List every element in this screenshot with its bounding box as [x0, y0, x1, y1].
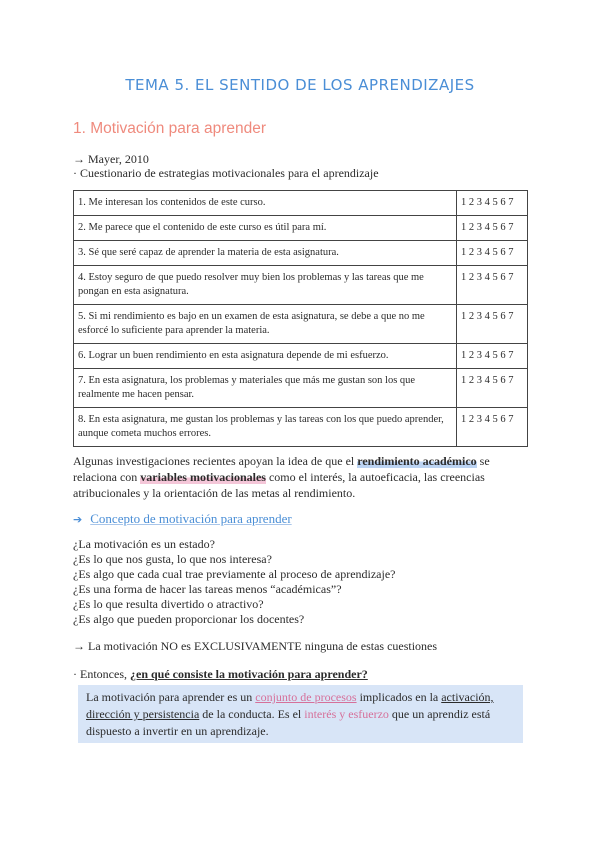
- question-item: ¿Es lo que nos gusta, lo que nos interesa?: [73, 552, 272, 566]
- definition-box: [78, 685, 523, 743]
- item-text: 8. En esta asignatura, me gustan los problemas y las tareas con los que puedo aprender, aunque cometa muchos errores.: [74, 408, 457, 447]
- page-title: TEMA 5. EL SENTIDO DE LOS APRENDIZAJES: [125, 76, 475, 94]
- question-item: ¿Es una forma de hacer las tareas menos “académicas”?: [73, 582, 342, 596]
- likert-scale: 1 2 3 4 5 6 7: [457, 408, 528, 447]
- table-row: [74, 305, 528, 344]
- table-row: [74, 369, 528, 408]
- item-text: 3. Sé que seré capaz de aprender la materia de esta asignatura.: [74, 241, 457, 266]
- bullet: ·: [73, 166, 77, 180]
- item-text: 5. Si mi rendimiento es bajo en un examen de esta asignatura, se debe a que no me esforcé lo suficiente para aprender la materia.: [74, 305, 457, 344]
- item-text: 1. Me interesan los contenidos de este curso.: [74, 191, 457, 216]
- table-row: [74, 191, 528, 216]
- likert-scale: 1 2 3 4 5 6 7: [457, 191, 528, 216]
- arrow-icon: →: [73, 639, 85, 653]
- highlight-term: rendimiento académico: [357, 454, 477, 468]
- arrow-icon: ➔: [73, 513, 83, 526]
- table-row: [74, 216, 528, 241]
- table-row: [74, 344, 528, 369]
- definition-text: de la conducta. Es el: [199, 707, 305, 721]
- likert-scale: 1 2 3 4 5 6 7: [457, 369, 528, 408]
- table-row: [74, 408, 528, 447]
- paragraph-text: Algunas investigaciones recientes apoyan la idea de que el: [73, 454, 358, 468]
- likert-scale: 1 2 3 4 5 6 7: [457, 216, 528, 241]
- questionnaire-title-line: [73, 166, 379, 181]
- paragraph-text: como el interés, la autoeficacia, las creencias atribucionales y la orientación de las metas al rendimiento.: [73, 470, 485, 500]
- question-item: ¿Es lo que resulta divertido o atractivo?: [73, 597, 264, 611]
- definition-text: La motivación para aprender es un: [86, 690, 256, 704]
- subheading: [73, 511, 292, 527]
- section-heading: 1. Motivación para aprender: [73, 120, 267, 137]
- conclusion-line: [73, 639, 437, 654]
- definition-text: implicados en la: [356, 690, 442, 704]
- highlight-term: activación, dirección y persistencia: [86, 690, 494, 721]
- subheading-text: Concepto de motivación para aprender: [90, 511, 292, 526]
- likert-scale: 1 2 3 4 5 6 7: [457, 266, 528, 305]
- conclusion-text: La motivación NO es EXCLUSIVAMENTE ninguna de estas cuestiones: [88, 639, 438, 653]
- arrow-icon: →: [73, 152, 85, 166]
- table-row: [74, 241, 528, 266]
- likert-scale: 1 2 3 4 5 6 7: [457, 344, 528, 369]
- question-item: ¿La motivación es un estado?: [73, 537, 215, 551]
- item-text: 2. Me parece que el contenido de este curso es útil para mí.: [74, 216, 457, 241]
- question-item: ¿Es algo que cada cual trae previamente al proceso de aprendizaje?: [73, 567, 396, 581]
- bullet: ·: [73, 667, 77, 681]
- research-paragraph: [73, 453, 533, 501]
- highlight-term: conjunto de procesos: [255, 690, 357, 704]
- likert-scale: 1 2 3 4 5 6 7: [457, 305, 528, 344]
- paragraph-text: se relaciona con: [73, 454, 490, 484]
- definition-text: que un aprendiz está dispuesto a invertir en un aprendizaje.: [86, 707, 491, 738]
- highlight-term: interés y esfuerzo: [304, 707, 389, 721]
- item-text: 7. En esta asignatura, los problemas y materiales que más me gustan son los que realmente me hacen pensar.: [74, 369, 457, 408]
- highlight-term: variables motivacionales: [140, 470, 266, 484]
- question-prompt-line: [73, 667, 368, 682]
- table-row: [74, 266, 528, 305]
- question-item: ¿Es algo que pueden proporcionar los docentes?: [73, 612, 305, 626]
- prompt-text: Entonces,: [80, 667, 130, 681]
- questionnaire-title: Cuestionario de estrategias motivacionales para el aprendizaje: [80, 166, 379, 180]
- item-text: 6. Lograr un buen rendimiento en esta asignatura depende de mi esfuerzo.: [74, 344, 457, 369]
- likert-scale: 1 2 3 4 5 6 7: [457, 241, 528, 266]
- questionnaire-table: [73, 190, 528, 447]
- reference-text: Mayer, 2010: [88, 152, 149, 166]
- reference-line: [73, 152, 149, 167]
- item-text: 4. Estoy seguro de que puedo resolver muy bien los problemas y las tareas que me pongan en esta asignatura.: [74, 266, 457, 305]
- prompt-question: ¿en qué consiste la motivación para aprender?: [130, 667, 368, 681]
